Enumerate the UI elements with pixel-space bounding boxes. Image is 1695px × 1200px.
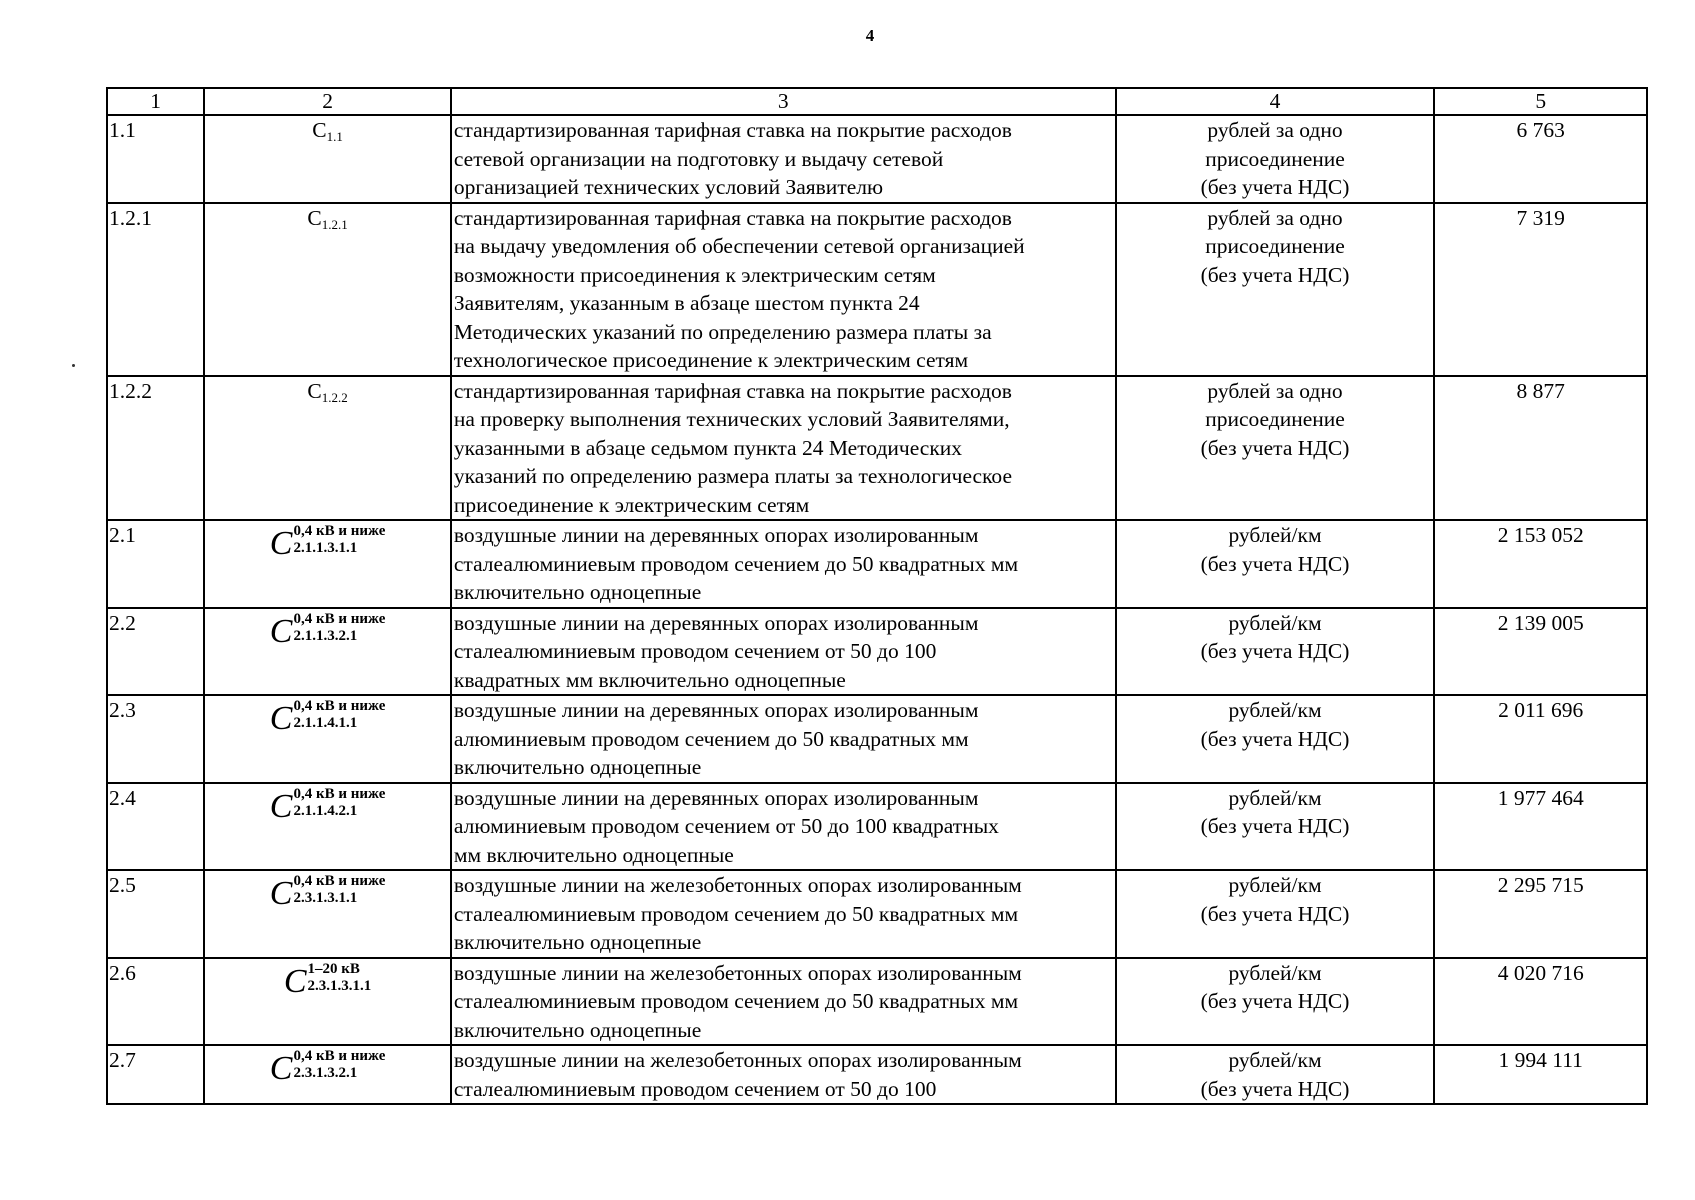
description-line: квадратных мм включительно одноцепные xyxy=(453,667,846,692)
unit-line: (без учета НДС) xyxy=(1200,551,1350,576)
description-line: алюминиевым проводом сечением от 50 до 100 квадратных xyxy=(453,814,999,838)
rate-value: 2 153 052 xyxy=(1434,520,1647,608)
rate-code-cell xyxy=(204,1045,451,1104)
rate-symbol-index: 2.3.1.3.1.1 xyxy=(307,977,372,994)
rate-symbol xyxy=(307,379,347,403)
description-line: сталеалюминиевым проводом сечением до 50 квадратных мм xyxy=(453,989,1019,1013)
unit-cell xyxy=(1116,783,1435,871)
rate-symbol-voltage: 0,4 кВ и ниже xyxy=(293,1048,386,1064)
row-number: 1.2.1 xyxy=(107,203,204,376)
rate-symbol-voltage: 1–20 кВ xyxy=(307,960,360,977)
table-row xyxy=(107,958,1647,1046)
rate-code-cell xyxy=(204,115,451,203)
unit-cell xyxy=(1116,520,1435,608)
rate-symbol-base: C xyxy=(269,875,293,912)
rate-symbol xyxy=(270,1048,386,1086)
unit-line: (без учета НДС) xyxy=(1200,175,1350,199)
unit-line: присоединение xyxy=(1205,234,1345,258)
description-cell xyxy=(451,115,1116,203)
description-line: на выдачу уведомления об обеспечении сетевой организацией xyxy=(453,234,1025,258)
rate-value: 2 011 696 xyxy=(1434,695,1647,783)
row-number: 2.7 xyxy=(107,1045,204,1104)
unit-line: (без учета НДС) xyxy=(1200,435,1350,460)
row-number: 1.1 xyxy=(107,115,204,203)
rate-symbol-voltage: 0,4 кВ и ниже xyxy=(293,873,386,889)
table-row xyxy=(107,783,1647,871)
rate-symbol xyxy=(307,206,347,230)
rate-value: 4 020 716 xyxy=(1434,958,1647,1046)
unit-cell xyxy=(1116,1045,1435,1104)
table-row xyxy=(107,1045,1647,1104)
unit-cell xyxy=(1116,958,1435,1046)
description-line: воздушные линии на железобетонных опорах изолированным xyxy=(453,873,1022,897)
description-line: воздушные линии на деревянных опорах изолированным xyxy=(453,610,979,635)
unit-line: рублей/км xyxy=(1228,698,1322,722)
description-line: Заявителям, указанным в абзаце шестом пункта 24 xyxy=(453,291,920,315)
rate-symbol-index: 1.2.2 xyxy=(321,389,348,405)
rate-symbol-base: C xyxy=(312,118,327,142)
tariff-table xyxy=(106,87,1648,1105)
header-col-1: 1 xyxy=(107,88,204,115)
description-cell xyxy=(451,695,1116,783)
unit-line: рублей за одно xyxy=(1207,205,1343,230)
unit-line: рублей/км xyxy=(1228,523,1322,547)
rate-value: 2 295 715 xyxy=(1434,870,1647,958)
rate-symbol-index: 2.3.1.3.2.1 xyxy=(293,1065,358,1081)
rate-symbol xyxy=(284,961,371,999)
header-row xyxy=(107,88,1647,115)
rate-symbol-voltage: 0,4 кВ и ниже xyxy=(293,785,386,802)
unit-cell xyxy=(1116,115,1435,203)
description-line: сталеалюминиевым проводом сечением до 50 квадратных мм xyxy=(453,551,1019,576)
rate-symbol xyxy=(270,523,386,561)
rate-symbol-index: 2.1.1.3.2.1 xyxy=(293,627,358,644)
rate-symbol-indices xyxy=(293,1048,385,1082)
unit-line: рублей/км xyxy=(1228,873,1322,897)
rate-symbol-base: C xyxy=(307,378,322,403)
description-line: присоединение к электрическим сетям xyxy=(453,492,810,517)
description-cell xyxy=(451,870,1116,958)
table-row xyxy=(107,203,1647,376)
row-number: 2.1 xyxy=(107,520,204,608)
description-line: включительно одноцепные xyxy=(453,755,702,779)
unit-line: (без учета НДС) xyxy=(1200,1076,1350,1101)
rate-symbol-indices xyxy=(293,611,385,645)
table-row xyxy=(107,376,1647,521)
rate-symbol-index: 2.1.1.4.1.1 xyxy=(293,715,358,731)
rate-symbol-index: 2.1.1.3.1.1 xyxy=(293,540,358,556)
description-line: сетевой организации на подготовку и выдачу сетевой xyxy=(453,146,944,171)
rate-value: 1 994 111 xyxy=(1434,1045,1647,1104)
row-number: 2.3 xyxy=(107,695,204,783)
rate-value: 6 763 xyxy=(1434,115,1647,203)
row-number: 2.5 xyxy=(107,870,204,958)
rate-symbol xyxy=(270,786,386,824)
description-cell xyxy=(451,783,1116,871)
unit-line: рублей за одно xyxy=(1207,378,1343,403)
description-cell xyxy=(451,376,1116,521)
header-col-4: 4 xyxy=(1116,88,1435,115)
rate-value: 1 977 464 xyxy=(1434,783,1647,871)
scan-speck xyxy=(72,364,75,367)
rate-code-cell xyxy=(204,695,451,783)
unit-line: (без учета НДС) xyxy=(1200,726,1350,751)
description-line: воздушные линии на деревянных опорах изолированным xyxy=(453,698,979,722)
rate-code-cell xyxy=(204,958,451,1046)
description-line: стандартизированная тарифная ставка на покрытие расходов xyxy=(453,118,1012,142)
table-row xyxy=(107,695,1647,783)
description-line: сталеалюминиевым проводом сечением от 50 до 100 xyxy=(453,1076,937,1101)
rate-symbol-base: C xyxy=(269,700,293,737)
description-line: воздушные линии на железобетонных опорах изолированным xyxy=(453,960,1022,985)
description-cell xyxy=(451,1045,1116,1104)
rate-symbol-index: 1.2.1 xyxy=(321,216,348,232)
rate-symbol-base: C xyxy=(269,525,293,562)
rate-code-cell xyxy=(204,203,451,376)
rate-symbol-index: 2.3.1.3.1.1 xyxy=(293,890,358,906)
rate-symbol-indices xyxy=(308,961,372,995)
unit-cell xyxy=(1116,608,1435,696)
rate-value: 2 139 005 xyxy=(1434,608,1647,696)
description-line: включительно одноцепные xyxy=(453,930,702,954)
unit-cell xyxy=(1116,695,1435,783)
unit-line: рублей/км xyxy=(1228,960,1322,985)
unit-line: рублей/км xyxy=(1228,610,1322,635)
table-row xyxy=(107,115,1647,203)
description-line: возможности присоединения к электрическим сетям xyxy=(453,262,936,287)
description-line: Методических указаний по определению размера платы за xyxy=(453,319,992,344)
unit-line: присоединение xyxy=(1205,146,1345,171)
rate-symbol-voltage: 0,4 кВ и ниже xyxy=(293,698,386,714)
rate-symbol xyxy=(270,873,386,911)
description-line: воздушные линии на деревянных опорах изолированным xyxy=(453,523,979,547)
unit-line: (без учета НДС) xyxy=(1200,989,1350,1013)
rate-symbol-base: C xyxy=(269,1050,293,1087)
description-line: указаний по определению размера платы за технологическое xyxy=(453,464,1012,488)
unit-cell xyxy=(1116,870,1435,958)
description-line: воздушные линии на железобетонных опорах изолированным xyxy=(453,1048,1022,1072)
unit-line: рублей/км xyxy=(1228,785,1322,810)
description-line: стандартизированная тарифная ставка на покрытие расходов xyxy=(453,205,1012,230)
rate-code-cell xyxy=(204,608,451,696)
unit-line: (без учета НДС) xyxy=(1200,901,1350,926)
description-cell xyxy=(451,958,1116,1046)
rate-symbol-index: 2.1.1.4.2.1 xyxy=(293,802,358,819)
description-line: включительно одноцепные xyxy=(453,1017,702,1042)
rate-symbol-base: C xyxy=(269,787,293,825)
page-number: 4 xyxy=(865,26,875,45)
unit-cell xyxy=(1116,376,1435,521)
description-line: алюминиевым проводом сечением до 50 квадратных мм xyxy=(453,726,969,751)
rate-code-cell xyxy=(204,870,451,958)
unit-line: рублей за одно xyxy=(1207,118,1343,142)
rate-symbol-index: 1.1 xyxy=(326,129,343,144)
rate-symbol-indices xyxy=(293,523,385,557)
description-line: стандартизированная тарифная ставка на покрытие расходов xyxy=(453,378,1012,403)
table-row xyxy=(107,870,1647,958)
rate-value: 8 877 xyxy=(1434,376,1647,521)
description-line: на проверку выполнения технических условий Заявителями, xyxy=(453,407,1010,431)
unit-line: (без учета НДС) xyxy=(1200,262,1350,287)
rate-symbol-indices xyxy=(293,786,385,820)
description-line: воздушные линии на деревянных опорах изолированным xyxy=(453,785,979,810)
rate-code-cell xyxy=(204,520,451,608)
unit-line: (без учета НДС) xyxy=(1200,639,1350,663)
rate-symbol-base: C xyxy=(283,962,307,1000)
rate-value: 7 319 xyxy=(1434,203,1647,376)
rate-symbol-base: C xyxy=(307,205,322,230)
table-body xyxy=(107,115,1647,1104)
rate-symbol xyxy=(270,698,386,736)
unit-line: присоединение xyxy=(1205,407,1345,431)
description-line: включительно одноцепные xyxy=(453,580,702,604)
description-line: сталеалюминиевым проводом сечением от 50 до 100 xyxy=(453,639,937,663)
rate-symbol xyxy=(270,611,386,649)
unit-line: (без учета НДС) xyxy=(1200,814,1350,838)
description-cell xyxy=(451,203,1116,376)
row-number: 2.6 xyxy=(107,958,204,1046)
description-cell xyxy=(451,608,1116,696)
table-row xyxy=(107,520,1647,608)
row-number: 2.4 xyxy=(107,783,204,871)
rate-symbol-indices xyxy=(293,873,385,907)
rate-code-cell xyxy=(204,783,451,871)
unit-line: рублей/км xyxy=(1228,1048,1322,1072)
description-line: технологическое присоединение к электрическим сетям xyxy=(453,348,969,372)
description-line: мм включительно одноцепные xyxy=(453,842,734,867)
header-col-5: 5 xyxy=(1434,88,1647,115)
row-number: 2.2 xyxy=(107,608,204,696)
rate-symbol-indices xyxy=(293,698,385,732)
description-line: указанными в абзаце седьмом пункта 24 Методических xyxy=(453,435,963,460)
header-col-3: 3 xyxy=(451,88,1116,115)
rate-code-cell xyxy=(204,376,451,521)
rate-symbol xyxy=(312,118,343,142)
description-line: сталеалюминиевым проводом сечением до 50 квадратных мм xyxy=(453,901,1019,926)
rate-symbol-voltage: 0,4 кВ и ниже xyxy=(293,523,386,539)
rate-symbol-voltage: 0,4 кВ и ниже xyxy=(293,610,386,627)
unit-cell xyxy=(1116,203,1435,376)
description-line: организацией технических условий Заявителю xyxy=(453,175,884,199)
row-number: 1.2.2 xyxy=(107,376,204,521)
header-col-2: 2 xyxy=(204,88,451,115)
table-row xyxy=(107,608,1647,696)
description-cell xyxy=(451,520,1116,608)
rate-symbol-base: C xyxy=(269,612,293,650)
